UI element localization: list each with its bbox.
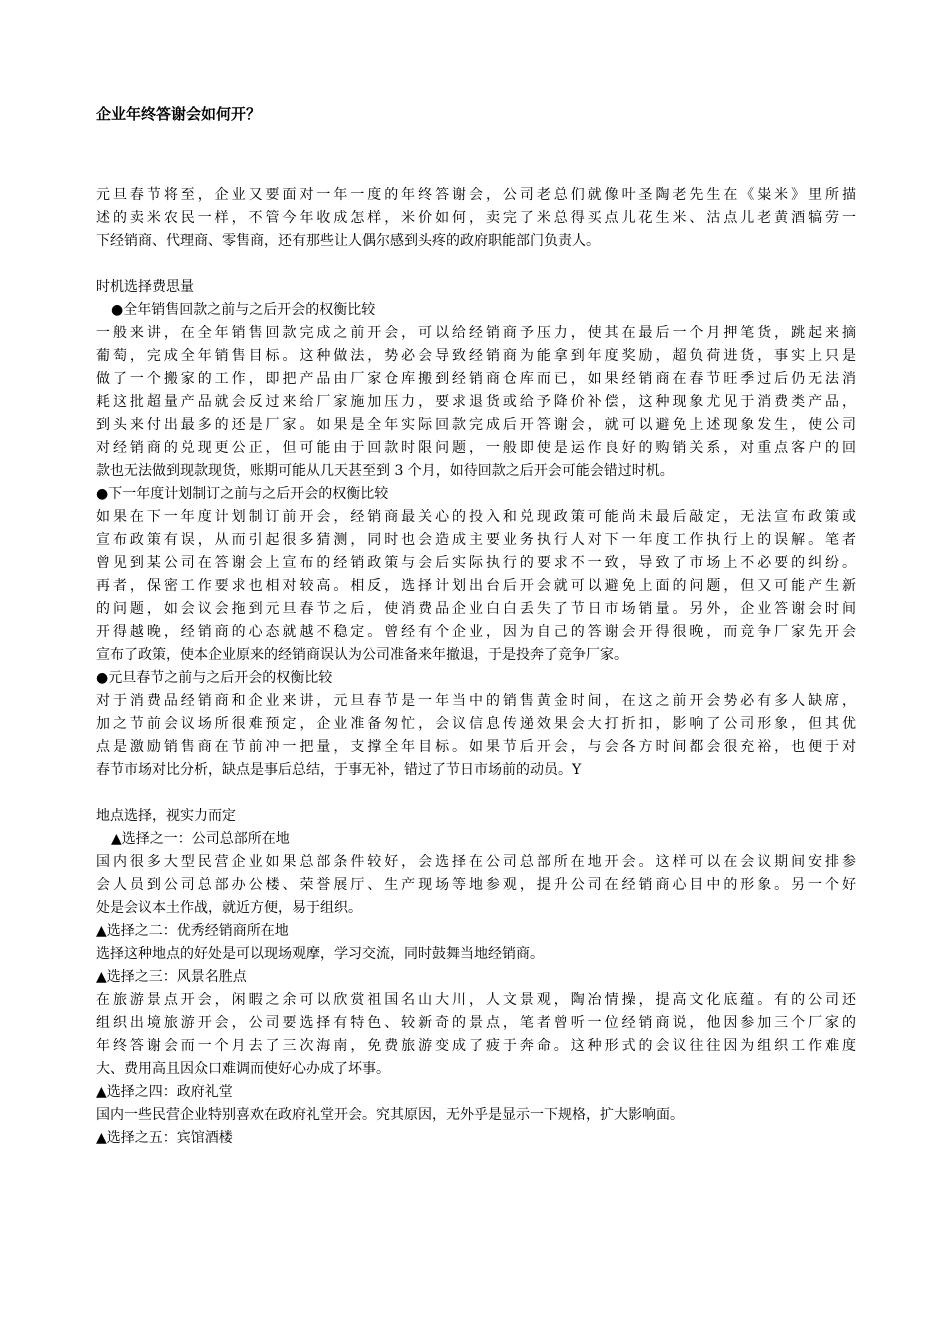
text-line: 元旦春节将至，企业又要面对一年一度的年终答谢会，公司老总们就像叶圣陶老先生在《粜米》里所描 — [96, 187, 856, 203]
text-line: 到头来付出最多的还是厂家。如果是全年实际回款完成后开答谢会，就可以避免上述现象发生，使公司 — [96, 417, 856, 433]
text-line: 葡萄，完成全年销售目标。这种做法，势必会导致经销商为能拿到年度奖励，超负荷进货，事实上只是 — [96, 348, 856, 364]
text-line: 国内一些民营企业特别喜欢在政府礼堂开会。究其原因，无外乎是显示一下规格，扩大影响面。 — [96, 1107, 684, 1123]
intro-paragraph — [96, 184, 856, 253]
paragraph-location-2 — [96, 943, 856, 966]
text-line: 款也无法做到现款现货，账期可能从几天甚至到 3 个月，如待回款之后开会可能会错过时机。 — [96, 463, 674, 479]
text-line: 曾见到某公司在答谢会上宣布的经销政策与会后实际执行的要求不一致，导致了市场上不必要的纠纷。 — [96, 555, 856, 571]
section-heading-timing: 时机选择费思量 — [96, 279, 194, 295]
text-line: 耗这批超量产品就会反过来给厂家施加压力，要求退货或给予降价补偿，这种现象尤见于消费类产品， — [96, 394, 856, 410]
text-line: 做了一个搬家的工作，即把产品由厂家仓库搬到经销商仓库而已，如果经销商在春节旺季过后仍无法消 — [96, 371, 856, 387]
text-line: 大、费用高且因众口难调而使好心办成了坏事。 — [96, 1061, 390, 1077]
text-line: 点是激励销售商在节前冲一把量，支撑全年目标。如果节后开会，与会各方时间都会很充裕，也便于对 — [96, 739, 856, 755]
document-title: 企业年终答谢会如何开？ — [96, 105, 262, 123]
text-line: 对经销商的兑现更公正，但可能由于回款时限问题，一般即使是运作良好的购销关系，对重点客户的回 — [96, 440, 856, 456]
text-line: 国内很多大型民营企业如果总部条件较好，会选择在公司总部所在地开会。这样可以在会议期间安排参 — [96, 854, 856, 870]
text-line: 述的卖米农民一样，不管今年收成怎样，米价如何，卖完了米总得买点儿花生米、沽点儿老黄酒犒劳一 — [96, 210, 856, 226]
text-line: 的问题，如会议会拖到元旦春节之后，使消费品企业白白丢失了节日市场销量。另外，企业答谢会时间 — [96, 601, 856, 617]
text-line: 对于消费品经销商和企业来讲，元旦春节是一年当中的销售黄金时间，在这之前开会势必有多人缺席， — [96, 693, 856, 709]
text-line: 宣布政策有误，从而引起很多猜测，同时也会造成主要业务执行人对下一年度工作执行上的误解。笔者 — [96, 532, 856, 548]
blank-line — [96, 782, 856, 805]
subheading-location-3: ▲选择之三：风景名胜点 — [96, 969, 247, 985]
paragraph-location-4 — [96, 1104, 856, 1127]
text-line: 会人员到公司总部办公楼、荣誉展厅、生产现场等地参观，提升公司在经销商心目中的形象。另一个好 — [96, 877, 856, 893]
paragraph-location-3 — [96, 989, 856, 1081]
text-line: 选择这种地点的好处是可以现场观摩，学习交流，同时鼓舞当地经销商。 — [96, 946, 544, 962]
subheading-timing-3: ●元旦春节之前与之后开会的权衡比较 — [96, 670, 333, 686]
text-line: 宣布了政策，使本企业原来的经销商误认为公司准备来年撤退，于是投奔了竞争厂家。 — [96, 647, 628, 663]
subheading-timing-1: ●全年销售回款之前与之后开会的权衡比较 — [111, 302, 376, 318]
text-line: 在旅游景点开会，闲暇之余可以欣赏祖国名山大川，人文景观，陶冶情操，提高文化底蕴。有的公司还 — [96, 992, 856, 1008]
text-line: 年终答谢会而一个月去了三次海南，免费旅游变成了疲于奔命。这种形式的会议往往因为组织工作难度 — [96, 1038, 856, 1054]
subheading-location-1: ▲选择之一：公司总部所在地 — [111, 831, 290, 847]
subheading-timing-2: ●下一年度计划制订之前与之后开会的权衡比较 — [96, 486, 389, 502]
text-line: 组织出境旅游开会，公司要选择有特色、较新奇的景点，笔者曾听一位经销商说，他因参加三个厂家的 — [96, 1015, 856, 1031]
text-line: 开得越晚，经销商的心态就越不稳定。曾经有个企业，因为自己的答谢会开得很晚，而竞争厂家先开会 — [96, 624, 856, 640]
document-body — [96, 184, 856, 1150]
text-line: 下经销商、代理商、零售商，还有那些让人偶尔感到头疼的政府职能部门负责人。 — [96, 233, 600, 249]
paragraph-timing-1 — [96, 322, 856, 483]
paragraph-timing-3 — [96, 690, 856, 782]
section-heading-location: 地点选择，视实力而定 — [96, 808, 236, 824]
blank-line — [96, 253, 856, 276]
text-line: 再者，保密工作要求也相对较高。相反，选择计划出台后开会就可以避免上面的问题，但又可能产生新 — [96, 578, 856, 594]
text-line: 如果在下一年度计划制订前开会，经销商最关心的投入和兑现政策可能尚未最后敲定，无法宣布政策或 — [96, 509, 856, 525]
subheading-location-2: ▲选择之二：优秀经销商所在地 — [96, 923, 289, 939]
text-line: 加之节前会议场所很难预定，企业准备匆忙，会议信息传递效果会大打折扣，影响了公司形象，但其优 — [96, 716, 856, 732]
paragraph-timing-2 — [96, 506, 856, 667]
text-line: 一般来讲，在全年销售回款完成之前开会，可以给经销商予压力，使其在最后一个月押笔货，跳起来摘 — [96, 325, 856, 341]
text-line: 春节市场对比分析，缺点是事后总结，于事无补，错过了节日市场前的动员。Y — [96, 762, 582, 778]
text-line: 处是会议本土作战，就近方便，易于组织。 — [96, 900, 362, 916]
paragraph-location-1 — [96, 851, 856, 920]
subheading-location-5: ▲选择之五：宾馆酒楼 — [96, 1130, 233, 1146]
subheading-location-4: ▲选择之四：政府礼堂 — [96, 1084, 233, 1100]
